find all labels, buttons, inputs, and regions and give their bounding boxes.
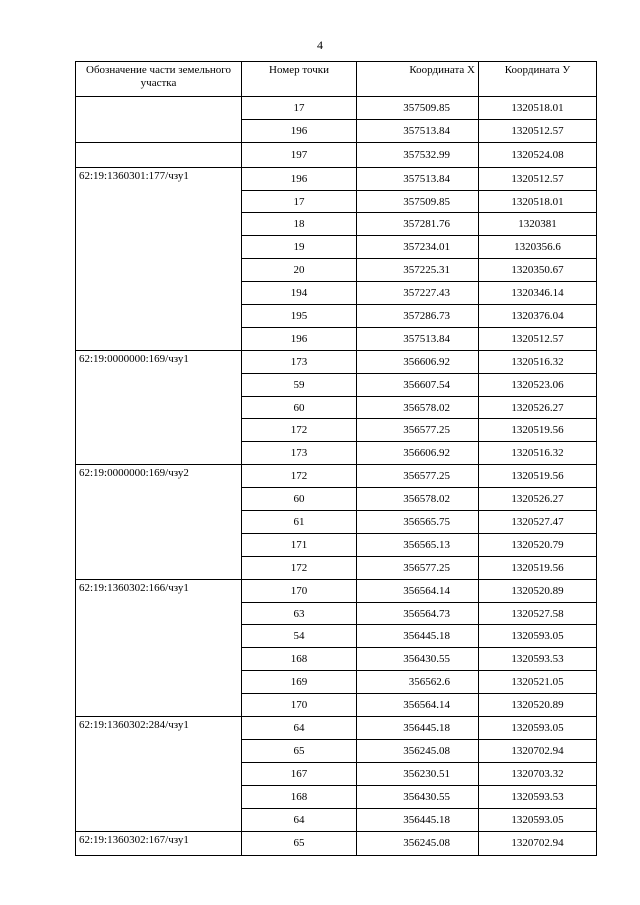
coord-x: 356430.55 xyxy=(357,648,479,671)
header-part: Обозначение части земельного участка xyxy=(76,62,242,97)
point-number: 197 xyxy=(242,142,357,167)
coord-x: 356445.18 xyxy=(357,717,479,740)
coord-x: 356564.14 xyxy=(357,579,479,602)
coord-x: 356577.25 xyxy=(357,419,479,442)
point-number: 64 xyxy=(242,808,357,831)
coord-y: 1320593.05 xyxy=(479,717,597,740)
coord-x: 356245.08 xyxy=(357,739,479,762)
coord-x: 356562.6 xyxy=(357,671,479,694)
point-number: 54 xyxy=(242,625,357,648)
point-number: 173 xyxy=(242,442,357,465)
coord-y: 1320356.6 xyxy=(479,236,597,259)
coord-x: 356445.18 xyxy=(357,808,479,831)
point-number: 172 xyxy=(242,465,357,488)
point-number: 168 xyxy=(242,648,357,671)
coord-x: 356577.25 xyxy=(357,465,479,488)
coord-y: 1320512.57 xyxy=(479,327,597,350)
coord-x: 356577.25 xyxy=(357,556,479,579)
coord-x: 357234.01 xyxy=(357,236,479,259)
coord-y: 1320381 xyxy=(479,213,597,236)
coord-y: 1320519.56 xyxy=(479,556,597,579)
point-number: 196 xyxy=(242,327,357,350)
point-number: 169 xyxy=(242,671,357,694)
coord-x: 356564.14 xyxy=(357,694,479,717)
coord-y: 1320702.94 xyxy=(479,831,597,856)
point-number: 61 xyxy=(242,511,357,534)
coord-y: 1320376.04 xyxy=(479,305,597,328)
table-row xyxy=(76,350,597,373)
coord-x: 357509.85 xyxy=(357,190,479,213)
coord-y: 1320518.01 xyxy=(479,97,597,120)
coord-x: 357225.31 xyxy=(357,259,479,282)
point-number: 20 xyxy=(242,259,357,282)
table-row xyxy=(76,831,597,856)
part-designation: 62:19:1360302:167/чзу1 xyxy=(76,831,242,856)
coord-y: 1320526.27 xyxy=(479,488,597,511)
coord-y: 1320520.79 xyxy=(479,533,597,556)
coord-x: 356564.73 xyxy=(357,602,479,625)
coord-y: 1320519.56 xyxy=(479,465,597,488)
coord-y: 1320523.06 xyxy=(479,373,597,396)
coord-x: 356606.92 xyxy=(357,350,479,373)
point-number: 196 xyxy=(242,167,357,190)
point-number: 167 xyxy=(242,762,357,785)
coord-x: 356607.54 xyxy=(357,373,479,396)
point-number: 172 xyxy=(242,556,357,579)
point-number: 18 xyxy=(242,213,357,236)
coord-y: 1320520.89 xyxy=(479,579,597,602)
header-point: Номер точки xyxy=(242,62,357,97)
point-number: 173 xyxy=(242,350,357,373)
point-number: 170 xyxy=(242,694,357,717)
part-designation xyxy=(76,97,242,143)
coord-y: 1320512.57 xyxy=(479,167,597,190)
point-number: 59 xyxy=(242,373,357,396)
table-row xyxy=(76,142,597,167)
coord-y: 1320512.57 xyxy=(479,119,597,142)
part-designation: 62:19:0000000:169/чзу1 xyxy=(76,350,242,464)
part-designation: 62:19:1360301:177/чзу1 xyxy=(76,167,242,350)
coord-x: 356245.08 xyxy=(357,831,479,856)
coord-y: 1320524.08 xyxy=(479,142,597,167)
coord-x: 356578.02 xyxy=(357,396,479,419)
coord-x: 357286.73 xyxy=(357,305,479,328)
table-row xyxy=(76,167,597,190)
coord-y: 1320702.94 xyxy=(479,739,597,762)
coord-x: 356445.18 xyxy=(357,625,479,648)
point-number: 63 xyxy=(242,602,357,625)
point-number: 65 xyxy=(242,831,357,856)
coord-y: 1320521.05 xyxy=(479,671,597,694)
header-y: Координата У xyxy=(479,62,597,97)
point-number: 60 xyxy=(242,396,357,419)
coord-x: 356578.02 xyxy=(357,488,479,511)
coord-y: 1320346.14 xyxy=(479,282,597,305)
coord-x: 356230.51 xyxy=(357,762,479,785)
point-number: 17 xyxy=(242,190,357,213)
page-number: 4 xyxy=(317,38,323,52)
coord-y: 1320516.32 xyxy=(479,442,597,465)
coord-y: 1320593.53 xyxy=(479,648,597,671)
point-number: 194 xyxy=(242,282,357,305)
coord-x: 356606.92 xyxy=(357,442,479,465)
table-row xyxy=(76,717,597,740)
point-number: 171 xyxy=(242,533,357,556)
point-number: 17 xyxy=(242,97,357,120)
coord-y: 1320527.58 xyxy=(479,602,597,625)
coord-y: 1320527.47 xyxy=(479,511,597,534)
point-number: 65 xyxy=(242,739,357,762)
table-row xyxy=(76,465,597,488)
part-designation xyxy=(76,142,242,167)
coord-x: 356565.13 xyxy=(357,533,479,556)
point-number: 168 xyxy=(242,785,357,808)
coord-y: 1320593.05 xyxy=(479,808,597,831)
coord-y: 1320520.89 xyxy=(479,694,597,717)
point-number: 64 xyxy=(242,717,357,740)
table-row xyxy=(76,579,597,602)
coord-x: 356430.55 xyxy=(357,785,479,808)
coord-x: 357281.76 xyxy=(357,213,479,236)
point-number: 19 xyxy=(242,236,357,259)
coord-y: 1320350.67 xyxy=(479,259,597,282)
coord-x: 357513.84 xyxy=(357,119,479,142)
point-number: 172 xyxy=(242,419,357,442)
coordinates-table xyxy=(75,61,597,856)
coord-x: 357509.85 xyxy=(357,97,479,120)
coord-x: 356565.75 xyxy=(357,511,479,534)
coord-y: 1320518.01 xyxy=(479,190,597,213)
header-x: Координата Х xyxy=(357,62,479,97)
coord-x: 357513.84 xyxy=(357,167,479,190)
table-header-row xyxy=(76,62,597,97)
coord-y: 1320593.05 xyxy=(479,625,597,648)
coord-x: 357532.99 xyxy=(357,142,479,167)
point-number: 60 xyxy=(242,488,357,511)
coord-y: 1320703.32 xyxy=(479,762,597,785)
coord-y: 1320526.27 xyxy=(479,396,597,419)
part-designation: 62:19:0000000:169/чзу2 xyxy=(76,465,242,579)
part-designation: 62:19:1360302:166/чзу1 xyxy=(76,579,242,716)
point-number: 195 xyxy=(242,305,357,328)
coord-y: 1320593.53 xyxy=(479,785,597,808)
part-designation: 62:19:1360302:284/чзу1 xyxy=(76,717,242,831)
coord-x: 357227.43 xyxy=(357,282,479,305)
point-number: 196 xyxy=(242,119,357,142)
coord-y: 1320516.32 xyxy=(479,350,597,373)
coord-x: 357513.84 xyxy=(357,327,479,350)
point-number: 170 xyxy=(242,579,357,602)
table-body xyxy=(76,97,597,856)
coord-y: 1320519.56 xyxy=(479,419,597,442)
table-row xyxy=(76,97,597,120)
